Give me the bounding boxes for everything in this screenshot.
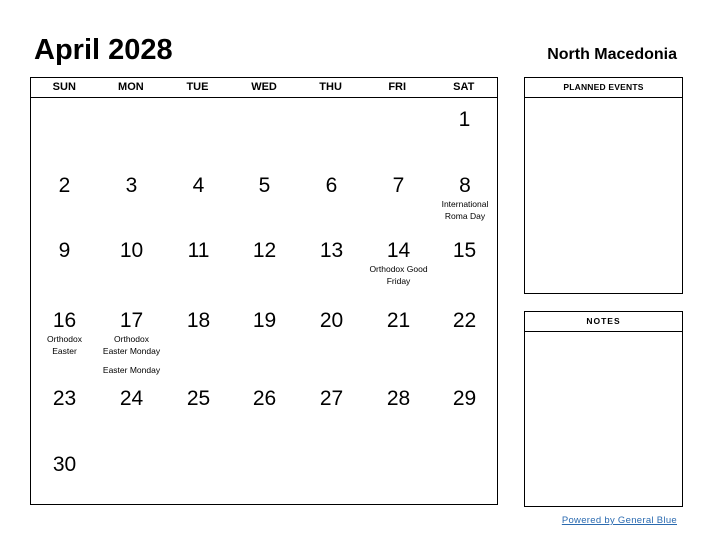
day-cell bbox=[98, 174, 165, 198]
day-number: 5 bbox=[258, 174, 271, 197]
day-cell bbox=[365, 239, 432, 287]
planned-events-panel bbox=[524, 77, 683, 294]
holiday-label: International Roma Day bbox=[441, 199, 489, 221]
day-number: 6 bbox=[325, 174, 338, 197]
day-number: 9 bbox=[58, 239, 71, 262]
day-cell bbox=[365, 174, 432, 198]
day-number: 18 bbox=[186, 309, 211, 332]
day-number: 30 bbox=[52, 453, 77, 476]
day-cell bbox=[365, 309, 432, 333]
day-cell bbox=[298, 387, 365, 411]
day-cell bbox=[231, 387, 298, 411]
day-number: 27 bbox=[319, 387, 344, 410]
day-number: 2 bbox=[58, 174, 71, 197]
day-cell bbox=[298, 309, 365, 333]
holiday-label: Orthodox Good Friday bbox=[369, 264, 428, 286]
weekday-fri: FRI bbox=[388, 81, 407, 93]
day-number: 11 bbox=[187, 239, 210, 262]
notes-title: NOTES bbox=[525, 312, 682, 332]
day-number: 25 bbox=[186, 387, 211, 410]
day-number: 21 bbox=[386, 309, 411, 332]
day-number: 19 bbox=[252, 309, 277, 332]
day-cell bbox=[231, 309, 298, 333]
weekday-tue: TUE bbox=[186, 81, 209, 93]
day-cell bbox=[231, 174, 298, 198]
day-number: 22 bbox=[452, 309, 477, 332]
day-number: 16 bbox=[52, 309, 77, 332]
day-cell bbox=[431, 387, 498, 411]
day-number: 28 bbox=[386, 387, 411, 410]
powered-by-link[interactable]: Powered by General Blue bbox=[561, 515, 677, 526]
day-number: 14 bbox=[386, 239, 411, 262]
holiday-label: Easter Monday bbox=[102, 365, 161, 375]
day-number: 29 bbox=[452, 387, 477, 410]
weekday-mon: MON bbox=[118, 81, 144, 93]
day-number: 1 bbox=[458, 108, 471, 131]
day-cell bbox=[31, 387, 98, 411]
calendar-grid bbox=[30, 77, 498, 505]
day-cell bbox=[431, 108, 498, 132]
day-cell bbox=[31, 174, 98, 198]
day-number: 10 bbox=[119, 239, 144, 262]
day-number: 7 bbox=[392, 174, 405, 197]
day-cell bbox=[31, 453, 98, 477]
planned-events-title: PLANNED EVENTS bbox=[525, 78, 682, 98]
day-number: 13 bbox=[319, 239, 344, 262]
day-cell bbox=[431, 174, 499, 222]
day-number: 20 bbox=[319, 309, 344, 332]
day-number: 8 bbox=[459, 174, 471, 197]
holiday-label: Orthodox Easter bbox=[47, 334, 82, 356]
day-number: 17 bbox=[119, 309, 144, 332]
weekday-thu: THU bbox=[319, 81, 342, 93]
day-cell bbox=[431, 309, 498, 333]
day-cell bbox=[98, 239, 165, 263]
calendar-title: April 2028 bbox=[34, 34, 173, 66]
weekday-header bbox=[31, 78, 497, 98]
day-cell bbox=[31, 309, 98, 357]
day-number: 24 bbox=[119, 387, 144, 410]
day-cell bbox=[165, 239, 232, 263]
day-cell bbox=[298, 174, 365, 198]
weekday-wed: WED bbox=[251, 81, 277, 93]
day-cell bbox=[231, 239, 298, 263]
weekday-sun: SUN bbox=[52, 81, 76, 93]
day-cell bbox=[365, 387, 432, 411]
notes-panel bbox=[524, 311, 683, 507]
day-cell bbox=[98, 364, 165, 411]
day-cell bbox=[165, 174, 232, 198]
country-name: North Macedonia bbox=[547, 46, 677, 63]
day-cell bbox=[165, 387, 232, 411]
day-cell bbox=[165, 309, 232, 333]
day-cell bbox=[31, 239, 98, 263]
day-cell bbox=[431, 239, 498, 263]
day-number: 26 bbox=[252, 387, 277, 410]
weekday-sat: SAT bbox=[453, 81, 475, 93]
day-number: 12 bbox=[252, 239, 277, 262]
day-cell bbox=[298, 239, 365, 263]
day-number: 15 bbox=[452, 239, 477, 262]
day-cell bbox=[98, 309, 165, 357]
holiday-label: Orthodox Easter Monday bbox=[102, 334, 161, 356]
day-number: 3 bbox=[125, 174, 138, 197]
day-number: 23 bbox=[52, 387, 77, 410]
calendar-days bbox=[31, 98, 497, 505]
day-number: 4 bbox=[192, 174, 205, 197]
